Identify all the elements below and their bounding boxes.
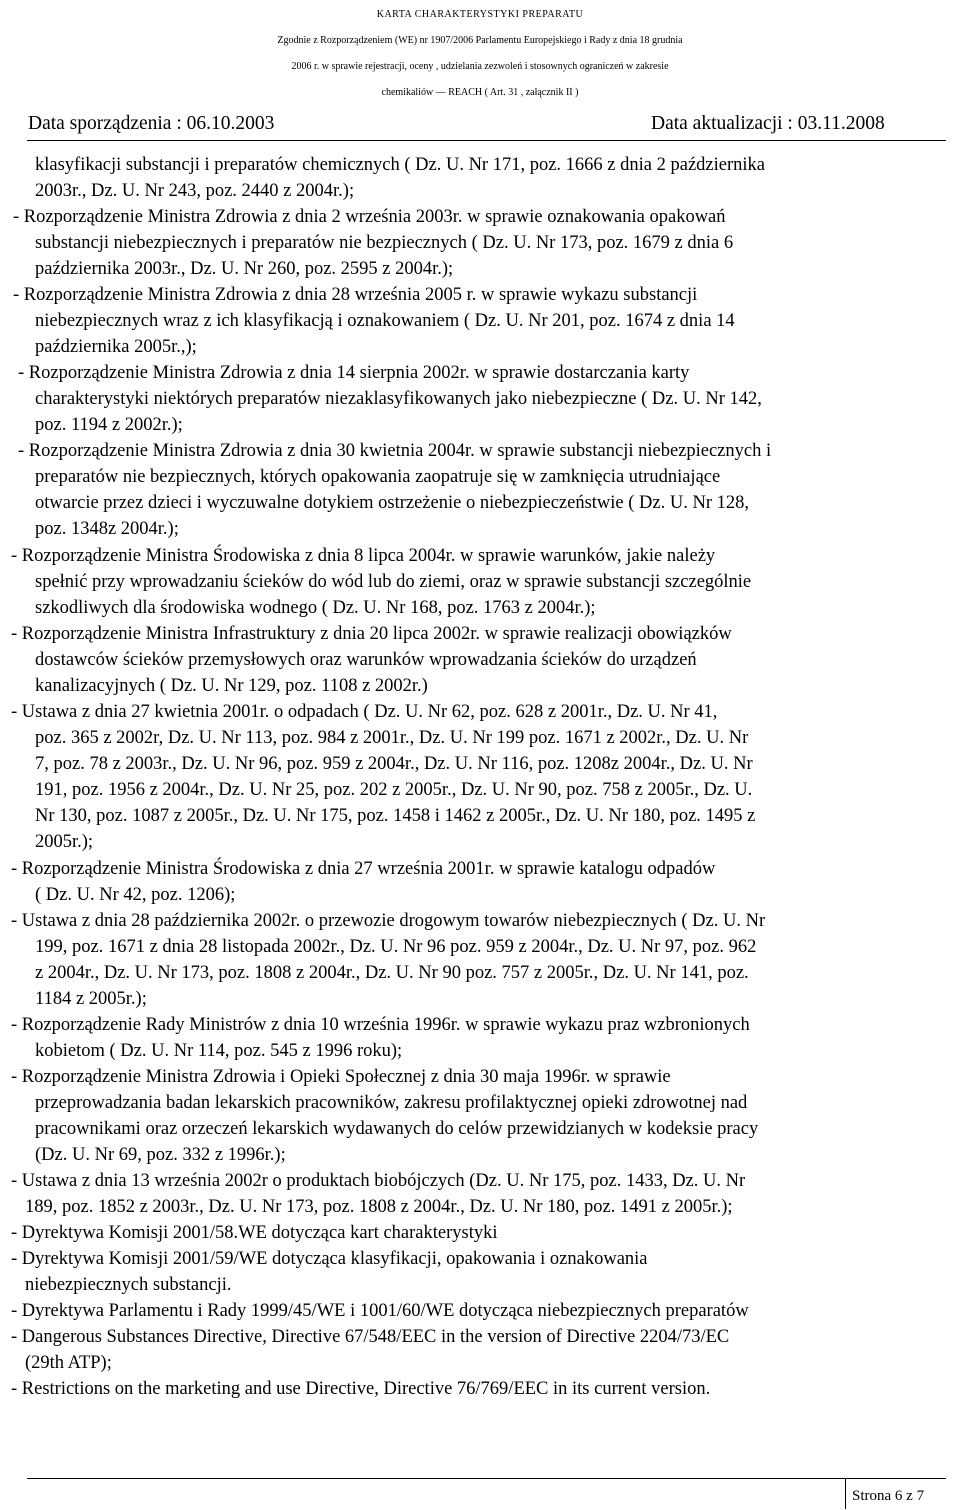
content-line: poz. 1194 z 2002r.); bbox=[35, 415, 183, 435]
content-line: charakterystyki niektórych preparatów niezaklasyfikowanych jako niebezpieczne ( Dz. U. Nr 142, bbox=[35, 389, 762, 409]
content-line: niebezpiecznych substancji. bbox=[25, 1275, 232, 1295]
content-line: 1184 z 2005r.); bbox=[35, 989, 147, 1009]
content-line: - Rozporządzenie Ministra Zdrowia z dnia 14 sierpnia 2002r. w sprawie dostarczania karty bbox=[18, 363, 690, 383]
content-line: preparatów nie bezpiecznych, których opakowania zaopatruje się w zamknięcia utrudniające bbox=[35, 467, 721, 487]
content-line: - Rozporządzenie Ministra Zdrowia z dnia 28 września 2005 r. w sprawie wykazu substancji bbox=[13, 285, 698, 305]
content-line: dostawców ścieków przemysłowych oraz warunków wprowadzania ścieków do urządzeń bbox=[35, 650, 697, 670]
content-line: Nr 130, poz. 1087 z 2005r., Dz. U. Nr 175, poz. 1458 i 1462 z 2005r., Dz. U. Nr 180, poz. 1495 z bbox=[35, 806, 756, 826]
content-line: substancji niebezpiecznych i preparatów nie bezpiecznych ( Dz. U. Nr 173, poz. 1679 z dnia 6 bbox=[35, 233, 734, 253]
header-rule bbox=[27, 140, 946, 141]
content-line: - Rozporządzenie Ministra Środowiska z dnia 27 września 2001r. w sprawie katalogu odpadów bbox=[11, 859, 716, 879]
content-line: kanalizacyjnych ( Dz. U. Nr 129, poz. 1108 z 2002r.) bbox=[35, 676, 428, 696]
content-line: - Rozporządzenie Ministra Infrastruktury z dnia 20 lipca 2002r. w sprawie realizacji obowiązków bbox=[11, 624, 732, 644]
content-line: - Dangerous Substances Directive, Directive 67/548/EEC in the version of Directive 2204/73/EC bbox=[11, 1327, 730, 1347]
content-line: przeprowadzania badan lekarskich pracowników, zakresu profilaktycznej opieki zdrowotnej nad bbox=[35, 1093, 748, 1113]
content-line: otwarcie przez dzieci i wyczuwalne dotykiem ostrzeżenie o niebezpieczeństwie ( Dz. U. Nr 128, bbox=[35, 493, 749, 513]
content-line: 7, poz. 78 z 2003r., Dz. U. Nr 96, poz. 959 z 2004r., Dz. U. Nr 116, poz. 1208z 2004r., Dz. U. Nr bbox=[35, 754, 753, 774]
content-line: - Dyrektywa Komisji 2001/58.WE dotycząca kart charakterystyki bbox=[11, 1223, 498, 1243]
content-line: 191, poz. 1956 z 2004r., Dz. U. Nr 25, poz. 202 z 2005r., Dz. U. Nr 90, poz. 758 z 2005r., Dz. U. bbox=[35, 780, 753, 800]
content-line: - Rozporządzenie Ministra Zdrowia i Opieki Społecznej z dnia 30 maja 1996r. w sprawie bbox=[11, 1067, 671, 1087]
regulation-line-2: 2006 r. w sprawie rejestracji, oceny , udzielania zezwoleń i stosownych ograniczeń w zakresie bbox=[291, 61, 669, 72]
content-line: (Dz. U. Nr 69, poz. 332 z 1996r.); bbox=[35, 1145, 286, 1165]
content-line: poz. 1348z 2004r.); bbox=[35, 519, 179, 539]
footer-rule bbox=[27, 1478, 946, 1479]
content-line: - Ustawa z dnia 13 września 2002r o produktach biobójczych (Dz. U. Nr 175, poz. 1433, Dz. U. Nr bbox=[11, 1171, 746, 1191]
regulation-line-1: Zgodnie z Rozporządzeniem (WE) nr 1907/2006 Parlamentu Europejskiego i Rady z dnia 18 grudnia bbox=[277, 35, 683, 46]
content-line: spełnić przy wprowadzaniu ścieków do wód lub do ziemi, oraz w sprawie substancji szczególnie bbox=[35, 572, 752, 592]
document-header bbox=[0, 0, 960, 106]
content-line: klasyfikacji substancji i preparatów chemicznych ( Dz. U. Nr 171, poz. 1666 z dnia 2 października bbox=[35, 155, 765, 175]
content-line: ( Dz. U. Nr 42, poz. 1206); bbox=[35, 885, 236, 905]
content-line: 189, poz. 1852 z 2003r., Dz. U. Nr 173, poz. 1808 z 2004r., Dz. U. Nr 180, poz. 1491 z 2005r.); bbox=[25, 1197, 733, 1217]
content-line: października 2003r., Dz. U. Nr 260, poz. 2595 z 2004r.); bbox=[35, 259, 454, 279]
date-updated: Data aktualizacji : 03.11.2008 bbox=[651, 113, 885, 134]
content-line: niebezpiecznych wraz z ich klasyfikacją i oznakowaniem ( Dz. U. Nr 201, poz. 1674 z dnia 14 bbox=[35, 311, 735, 331]
page-number: Strona 6 z 7 bbox=[852, 1488, 925, 1504]
content-line: - Rozporządzenie Ministra Zdrowia z dnia 2 września 2003r. w sprawie oznakowania opakowań bbox=[13, 207, 726, 227]
content-line: - Dyrektywa Komisji 2001/59/WE dotycząca klasyfikacji, opakowania i oznakowania bbox=[11, 1249, 648, 1269]
content-line: - Rozporządzenie Ministra Zdrowia z dnia 30 kwietnia 2004r. w sprawie substancji niebezpiecznych i bbox=[18, 441, 772, 461]
content-line: kobietom ( Dz. U. Nr 114, poz. 545 z 1996 roku); bbox=[35, 1041, 403, 1061]
content-line: poz. 365 z 2002r, Dz. U. Nr 113, poz. 984 z 2001r., Dz. U. Nr 199 poz. 1671 z 2002r., Dz. U. Nr bbox=[35, 728, 749, 748]
content-line: - Ustawa z dnia 27 kwietnia 2001r. o odpadach ( Dz. U. Nr 62, poz. 628 z 2001r., Dz. U. Nr 41, bbox=[11, 702, 718, 722]
content-line: szkodliwych dla środowiska wodnego ( Dz. U. Nr 168, poz. 1763 z 2004r.); bbox=[35, 598, 596, 618]
content-line: - Ustawa z dnia 28 października 2002r. o przewozie drogowym towarów niebezpiecznych ( Dz. U. Nr bbox=[11, 911, 766, 931]
regulation-line-3: chemikaliów ― REACH ( Art. 31 , załącznik II ) bbox=[381, 87, 579, 98]
content-line: października 2005r.,); bbox=[35, 337, 197, 357]
content-line: - Dyrektywa Parlamentu i Rady 1999/45/WE i 1001/60/WE dotycząca niebezpiecznych preparatów bbox=[11, 1301, 749, 1321]
date-created: Data sporządzenia : 06.10.2003 bbox=[28, 113, 275, 134]
content-line: pracownikami oraz orzeczeń lekarskich wydawanych do celów przewidzianych w kodeksie pracy bbox=[35, 1119, 759, 1139]
content-line: 2003r., Dz. U. Nr 243, poz. 2440 z 2004r.); bbox=[35, 181, 355, 201]
content-line: - Restrictions on the marketing and use Directive, Directive 76/769/EEC in its current version. bbox=[11, 1379, 711, 1399]
content-line: 199, poz. 1671 z dnia 28 listopada 2002r., Dz. U. Nr 96 poz. 959 z 2004r., Dz. U. Nr 97, poz. 962 bbox=[35, 937, 757, 957]
document-title: KARTA CHARAKTERYSTYKI PREPARATU bbox=[376, 9, 584, 20]
content-line: (29th ATP); bbox=[25, 1353, 112, 1373]
content-line: - Rozporządzenie Ministra Środowiska z dnia 8 lipca 2004r. w sprawie warunków, jakie należy bbox=[11, 546, 716, 566]
content-line: 2005r.); bbox=[35, 832, 94, 852]
content-line: - Rozporządzenie Rady Ministrów z dnia 10 września 1996r. w sprawie wykazu praz wzbronionych bbox=[11, 1015, 750, 1035]
content-line: z 2004r., Dz. U. Nr 173, poz. 1808 z 2004r., Dz. U. Nr 90 poz. 757 z 2005r., Dz. U. Nr 141, poz. bbox=[35, 963, 749, 983]
